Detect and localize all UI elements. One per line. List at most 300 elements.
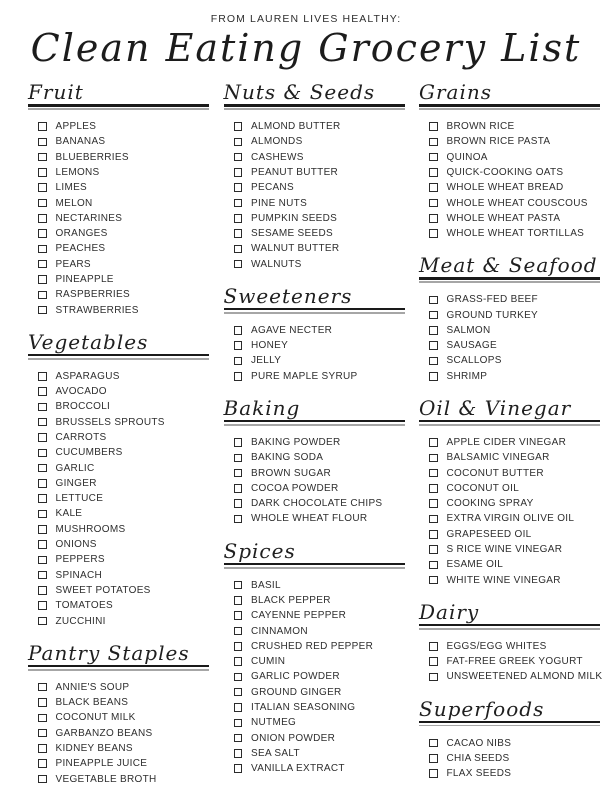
- list-item: [234, 700, 405, 715]
- item-label: COCONUT OIL: [446, 482, 520, 494]
- divider-line-gray: [419, 108, 600, 110]
- item-label: LIMES: [55, 182, 88, 194]
- divider-line-gray: [419, 281, 600, 283]
- list-item: [38, 756, 209, 771]
- checkbox-icon[interactable]: [234, 657, 243, 666]
- checkbox-icon[interactable]: [234, 245, 243, 254]
- section-superfoods: [419, 698, 600, 782]
- item-label: ORANGES: [55, 228, 108, 240]
- list-item: [234, 226, 405, 241]
- checkbox-icon[interactable]: [38, 122, 47, 131]
- list-item: [429, 353, 600, 368]
- checkbox-icon[interactable]: [234, 168, 243, 177]
- list-item: [234, 715, 405, 730]
- checkbox-icon[interactable]: [38, 540, 47, 549]
- item-label: VANILLA EXTRACT: [251, 763, 345, 775]
- checkbox-icon[interactable]: [38, 698, 47, 707]
- section-title: Oil & Vinegar: [419, 395, 572, 420]
- item-label: ONION POWDER: [251, 732, 336, 744]
- list-item: [429, 542, 600, 557]
- column-1: [28, 81, 209, 787]
- list-item: [234, 639, 405, 654]
- checkbox-icon[interactable]: [429, 138, 438, 147]
- list-item: [429, 669, 603, 684]
- checkbox-icon[interactable]: [234, 673, 243, 682]
- list-item: [234, 578, 405, 593]
- list-item: [429, 766, 600, 781]
- divider-line-gray: [28, 108, 209, 110]
- list-item: [38, 165, 209, 180]
- checkbox-icon[interactable]: [429, 499, 438, 508]
- checkbox-icon[interactable]: [38, 617, 47, 626]
- item-label: WHOLE WHEAT TORTILLAS: [446, 228, 585, 240]
- item-label: COOKING SPRAY: [446, 498, 534, 510]
- divider-line-black: [28, 665, 209, 668]
- checkbox-icon[interactable]: [38, 683, 47, 692]
- divider-line-black: [419, 721, 600, 724]
- checkbox-icon[interactable]: [429, 326, 438, 335]
- item-label: GRAPESEED OIL: [446, 528, 532, 540]
- list-item: [38, 568, 209, 583]
- list-item: [234, 511, 405, 526]
- checkbox-icon[interactable]: [38, 729, 47, 738]
- list-item: [234, 257, 405, 272]
- checkbox-icon[interactable]: [429, 357, 438, 366]
- list-item: [38, 552, 209, 567]
- section-divider: [419, 721, 600, 727]
- section-divider: [28, 665, 209, 671]
- list-item: [38, 710, 209, 725]
- divider-line-black: [419, 624, 600, 627]
- checkbox-icon[interactable]: [429, 545, 438, 554]
- item-label: CACAO NIBS: [446, 737, 512, 749]
- item-label: BAKING SODA: [251, 452, 324, 464]
- section-title: Meat & Seafood: [419, 253, 598, 278]
- item-label: S RICE WINE VINEGAR: [446, 544, 563, 556]
- checkbox-icon[interactable]: [234, 484, 243, 493]
- list-item: [429, 134, 600, 149]
- list-item: [234, 211, 405, 226]
- item-label: LETTUCE: [55, 493, 104, 505]
- list-item: [429, 751, 600, 766]
- item-label: CRUSHED RED PEPPER: [251, 640, 374, 652]
- section-vegetables: [28, 331, 209, 629]
- list-item: [429, 292, 600, 307]
- checkbox-icon[interactable]: [234, 581, 243, 590]
- checkbox-icon[interactable]: [234, 469, 243, 478]
- checkbox-icon[interactable]: [234, 499, 243, 508]
- item-label: ESAME OIL: [446, 559, 504, 571]
- item-label: BASIL: [251, 579, 281, 591]
- checkbox-icon[interactable]: [38, 387, 47, 396]
- checkbox-icon[interactable]: [429, 642, 438, 651]
- item-label: ALMONDS: [251, 136, 303, 148]
- list-item: [38, 399, 209, 414]
- checkbox-icon[interactable]: [429, 122, 438, 131]
- item-list: [224, 119, 405, 272]
- list-item: [234, 730, 405, 745]
- checkbox-icon[interactable]: [38, 744, 47, 753]
- checkbox-icon[interactable]: [234, 199, 243, 208]
- list-item: [234, 593, 405, 608]
- item-label: BLACK PEPPER: [251, 594, 331, 606]
- checkbox-icon[interactable]: [38, 494, 47, 503]
- checkbox-icon[interactable]: [234, 749, 243, 758]
- item-label: ONIONS: [55, 539, 97, 551]
- checkbox-icon[interactable]: [38, 775, 47, 784]
- divider-line-black: [419, 104, 600, 107]
- divider-line-black: [419, 420, 600, 423]
- item-label: JELLY: [251, 355, 282, 367]
- item-label: GARLIC: [55, 462, 95, 474]
- checkbox-icon[interactable]: [234, 229, 243, 238]
- list-item: [429, 180, 600, 195]
- divider-line-gray: [224, 567, 405, 569]
- checkbox-icon[interactable]: [429, 769, 438, 778]
- checkbox-icon[interactable]: [38, 479, 47, 488]
- checkbox-icon[interactable]: [38, 214, 47, 223]
- checkbox-icon[interactable]: [234, 596, 243, 605]
- list-item: [429, 639, 600, 654]
- checkbox-icon[interactable]: [38, 556, 47, 565]
- item-label: BROCCOLI: [55, 401, 111, 413]
- checkbox-icon[interactable]: [38, 229, 47, 238]
- item-label: GARLIC POWDER: [251, 671, 340, 683]
- section-title: Superfoods: [419, 696, 545, 721]
- list-item: [38, 476, 209, 491]
- list-item: [38, 537, 209, 552]
- item-label: TOMATOES: [55, 600, 113, 612]
- section-title: Baking: [223, 395, 301, 420]
- divider-line-gray: [224, 312, 405, 314]
- checkbox-icon[interactable]: [429, 199, 438, 208]
- list-item: [429, 735, 600, 750]
- item-label: GARBANZO BEANS: [55, 727, 153, 739]
- list-item: [234, 241, 405, 256]
- section-divider: [224, 104, 405, 110]
- item-label: WHOLE WHEAT BREAD: [446, 182, 564, 194]
- item-label: RASPBERRIES: [55, 289, 130, 301]
- item-list: [224, 435, 405, 527]
- checkbox-icon[interactable]: [429, 296, 438, 305]
- item-label: VEGETABLE BROTH: [55, 773, 157, 785]
- checkbox-icon[interactable]: [234, 122, 243, 131]
- section-title: Grains: [419, 80, 493, 104]
- section-spices: [224, 540, 405, 777]
- divider-line-gray: [224, 108, 405, 110]
- checkbox-icon[interactable]: [38, 510, 47, 519]
- list-item: [38, 134, 209, 149]
- checkbox-icon[interactable]: [38, 759, 47, 768]
- checkbox-icon[interactable]: [429, 372, 438, 381]
- list-item: [234, 746, 405, 761]
- checkbox-icon[interactable]: [38, 168, 47, 177]
- item-label: SESAME SEEDS: [251, 228, 333, 240]
- divider-line-black: [28, 104, 209, 107]
- section-title: Nuts & Seeds: [223, 80, 376, 104]
- list-item: [429, 211, 600, 226]
- checkbox-icon[interactable]: [234, 688, 243, 697]
- list-item: [234, 669, 405, 684]
- item-label: CHIA SEEDS: [446, 752, 510, 764]
- checkbox-icon[interactable]: [429, 229, 438, 238]
- checkbox-icon[interactable]: [234, 438, 243, 447]
- list-item: [38, 369, 209, 384]
- checkbox-icon[interactable]: [38, 433, 47, 442]
- checkbox-icon[interactable]: [234, 153, 243, 162]
- list-item: [429, 369, 600, 384]
- item-label: PEACHES: [55, 243, 106, 255]
- checkbox-icon[interactable]: [234, 372, 243, 381]
- item-label: SPINACH: [55, 569, 103, 581]
- item-list: [28, 680, 209, 787]
- item-list: [419, 639, 603, 685]
- item-label: PINEAPPLE: [55, 274, 114, 285]
- item-label: HONEY: [251, 340, 289, 352]
- list-item: [234, 338, 405, 353]
- item-label: MUSHROOMS: [55, 523, 126, 535]
- checkbox-icon[interactable]: [38, 199, 47, 208]
- list-item: [234, 623, 405, 638]
- list-item: [38, 695, 209, 710]
- checkbox-icon[interactable]: [38, 138, 47, 147]
- item-label: MELON: [55, 197, 93, 209]
- list-item: [38, 445, 209, 460]
- list-item: [38, 598, 209, 613]
- columns-container: [28, 80, 603, 787]
- checkbox-icon[interactable]: [234, 326, 243, 335]
- checkbox-icon[interactable]: [38, 260, 47, 269]
- divider-line-black: [28, 354, 209, 357]
- divider-line-gray: [28, 669, 209, 671]
- checkbox-icon[interactable]: [38, 449, 47, 458]
- item-label: SWEET POTATOES: [55, 584, 151, 596]
- checkbox-icon[interactable]: [38, 714, 47, 723]
- checkbox-icon[interactable]: [234, 734, 243, 743]
- item-label: CINNAMON: [251, 625, 308, 637]
- list-item: [234, 450, 405, 465]
- checkbox-icon[interactable]: [429, 754, 438, 763]
- checkbox-icon[interactable]: [429, 311, 438, 320]
- item-label: SCALLOPS: [446, 355, 502, 367]
- checkbox-icon[interactable]: [234, 357, 243, 366]
- section-baking: [224, 397, 405, 527]
- list-item: [38, 302, 209, 317]
- list-item: [429, 119, 600, 134]
- list-item: [234, 685, 405, 700]
- divider-line-gray: [419, 725, 600, 727]
- divider-line-black: [419, 277, 600, 280]
- checkbox-icon[interactable]: [429, 168, 438, 177]
- item-label: NUTMEG: [251, 717, 297, 729]
- checkbox-icon[interactable]: [38, 275, 47, 284]
- item-label: AVOCADO: [55, 386, 107, 398]
- section-divider: [28, 104, 209, 110]
- section-divider: [28, 354, 209, 360]
- checkbox-icon[interactable]: [234, 138, 243, 147]
- checkbox-icon[interactable]: [234, 341, 243, 350]
- item-label: QUICK-COOKING OATS: [446, 166, 564, 178]
- divider-line-gray: [224, 424, 405, 426]
- list-item: [429, 465, 600, 480]
- section-divider: [419, 420, 600, 426]
- checkbox-icon[interactable]: [429, 657, 438, 666]
- item-label: WHOLE WHEAT FLOUR: [251, 513, 368, 525]
- item-list: [419, 292, 600, 384]
- list-item: [429, 481, 600, 496]
- checkbox-icon[interactable]: [429, 454, 438, 463]
- list-item: [38, 741, 209, 756]
- checkbox-icon[interactable]: [429, 739, 438, 748]
- section-dairy: [419, 599, 603, 685]
- checkbox-icon[interactable]: [429, 469, 438, 478]
- checkbox-icon[interactable]: [429, 183, 438, 192]
- list-item: [234, 369, 405, 384]
- checkbox-icon[interactable]: [429, 515, 438, 524]
- checkbox-icon[interactable]: [234, 627, 243, 636]
- item-label: NECTARINES: [55, 212, 123, 224]
- item-label: EXTRA VIRGIN OLIVE OIL: [446, 513, 575, 525]
- list-item: [38, 119, 209, 134]
- section-divider: [419, 277, 600, 283]
- checkbox-icon[interactable]: [234, 764, 243, 773]
- list-item: [38, 226, 209, 241]
- divider-line-gray: [419, 424, 600, 426]
- checkbox-icon[interactable]: [234, 719, 243, 728]
- checkbox-icon[interactable]: [234, 260, 243, 269]
- item-label: ANNIE'S SOUP: [55, 681, 130, 693]
- checkbox-icon[interactable]: [38, 586, 47, 595]
- checkbox-icon[interactable]: [38, 153, 47, 162]
- list-item: [234, 761, 405, 776]
- checkbox-icon[interactable]: [429, 561, 438, 570]
- checkbox-icon[interactable]: [429, 341, 438, 350]
- item-label: DARK CHOCOLATE CHIPS: [251, 498, 383, 510]
- item-label: PUMPKIN SEEDS: [251, 212, 338, 224]
- list-item: [234, 165, 405, 180]
- checkbox-icon[interactable]: [234, 454, 243, 463]
- item-label: PINEAPPLE JUICE: [55, 758, 148, 770]
- checkbox-icon[interactable]: [429, 673, 438, 682]
- list-item: [429, 338, 600, 353]
- checkbox-icon[interactable]: [234, 642, 243, 651]
- checkbox-icon[interactable]: [234, 703, 243, 712]
- item-label: WALNUTS: [251, 258, 302, 270]
- divider-line-black: [224, 104, 405, 107]
- checkbox-icon[interactable]: [38, 306, 47, 315]
- item-label: QUINOA: [446, 151, 488, 163]
- checkbox-icon[interactable]: [429, 153, 438, 162]
- list-item: [429, 307, 600, 322]
- list-item: [38, 211, 209, 226]
- column-3: [419, 80, 603, 787]
- checkbox-icon[interactable]: [429, 484, 438, 493]
- section-divider: [224, 308, 405, 314]
- checkbox-icon[interactable]: [234, 611, 243, 620]
- column-2: [224, 81, 405, 787]
- item-label: PINE NUTS: [251, 197, 308, 209]
- item-label: PEANUT BUTTER: [251, 166, 339, 178]
- checkbox-icon[interactable]: [429, 438, 438, 447]
- divider-line-black: [224, 420, 405, 423]
- checkbox-icon[interactable]: [38, 571, 47, 580]
- checkbox-icon[interactable]: [38, 183, 47, 192]
- section-divider: [419, 104, 600, 110]
- item-label: BRUSSELS SPROUTS: [55, 416, 165, 428]
- section-title: Pantry Staples: [28, 640, 190, 665]
- item-label: SHRIMP: [446, 370, 488, 382]
- checkbox-icon[interactable]: [429, 214, 438, 223]
- list-item: [38, 415, 209, 430]
- item-list: [419, 435, 600, 588]
- item-label: COCOA POWDER: [251, 482, 339, 494]
- list-item: [234, 195, 405, 210]
- section-oil-vinegar: [419, 397, 600, 588]
- checkbox-icon[interactable]: [38, 601, 47, 610]
- list-item: [234, 481, 405, 496]
- item-label: GROUND TURKEY: [446, 309, 539, 321]
- list-item: [38, 491, 209, 506]
- item-label: EGGS/EGG WHITES: [446, 640, 547, 652]
- checkbox-icon[interactable]: [38, 464, 47, 473]
- checkbox-icon[interactable]: [234, 214, 243, 223]
- item-label: ASPARAGUS: [55, 370, 120, 382]
- item-label: SEA SALT: [251, 747, 300, 759]
- checkbox-icon[interactable]: [429, 530, 438, 539]
- divider-line-black: [224, 563, 405, 566]
- item-label: WHITE WINE VINEGAR: [446, 574, 561, 586]
- checkbox-icon[interactable]: [38, 245, 47, 254]
- section-title: Vegetables: [28, 329, 149, 354]
- item-label: GRASS-FED BEEF: [446, 294, 538, 306]
- item-label: KALE: [55, 508, 83, 520]
- list-item: [429, 496, 600, 511]
- page-title: Clean Eating Grocery List: [30, 26, 582, 70]
- item-label: ITALIAN SEASONING: [251, 702, 356, 714]
- item-label: BROWN SUGAR: [251, 467, 331, 479]
- list-item: [429, 323, 600, 338]
- item-list: [28, 369, 209, 629]
- list-item: [429, 573, 600, 588]
- checkbox-icon[interactable]: [38, 291, 47, 300]
- checkbox-icon[interactable]: [234, 515, 243, 524]
- section-divider: [224, 563, 405, 569]
- checkbox-icon[interactable]: [234, 183, 243, 192]
- item-list: [224, 323, 405, 384]
- list-item: [38, 241, 209, 256]
- item-label: GROUND GINGER: [251, 686, 342, 698]
- item-label: FLAX SEEDS: [446, 768, 512, 780]
- list-item: [38, 680, 209, 695]
- list-item: [429, 654, 600, 669]
- item-label: BAKING POWDER: [251, 436, 341, 448]
- item-list: [28, 119, 209, 318]
- checkbox-icon[interactable]: [38, 418, 47, 427]
- list-item: [429, 149, 600, 164]
- list-item: [38, 522, 209, 537]
- item-label: LEMONS: [55, 166, 100, 178]
- checkbox-icon[interactable]: [38, 403, 47, 412]
- item-label: SAUSAGE: [446, 340, 497, 352]
- item-label: ZUCCHINI: [55, 615, 106, 627]
- item-label: CASHEWS: [251, 151, 304, 163]
- item-label: BANANAS: [55, 136, 106, 148]
- checkbox-icon[interactable]: [38, 372, 47, 381]
- item-label: PEARS: [55, 258, 91, 270]
- item-label: CARROTS: [55, 431, 107, 443]
- checkbox-icon[interactable]: [38, 525, 47, 534]
- checkbox-icon[interactable]: [429, 576, 438, 585]
